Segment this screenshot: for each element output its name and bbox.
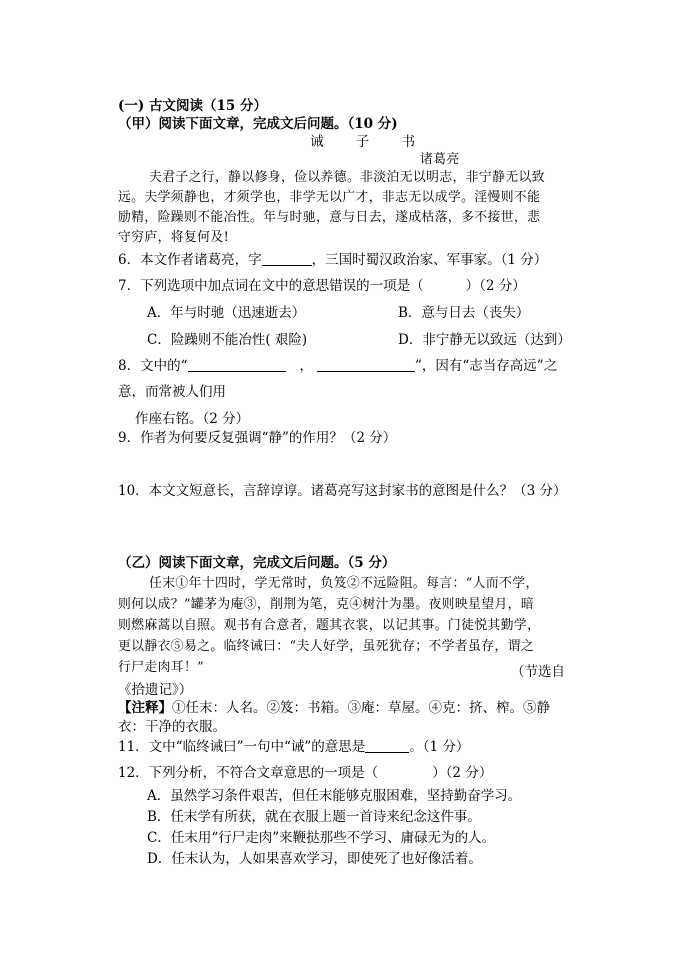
answer-blank[interactable] bbox=[365, 738, 409, 753]
question-12-option-d: D．任末认为，人如果喜欢学习，即使死了也好像活着。 bbox=[147, 851, 482, 867]
passage-b-line: 任末①年十四时，学无常时，负笈②不远险阻。每言：“人而不学， bbox=[149, 576, 539, 591]
question-7-stem: 7．下列选项中加点词在文中的意思错误的一项是（ bbox=[118, 278, 424, 294]
passage-b-line: 更以靜衣⑤易之。临终诫曰：“夫人好学，虽死犹存；不学者虽存，谓之 bbox=[118, 639, 535, 654]
passage-a-line: 夫君子之行，静以修身，俭以养德。非淡泊无以明志，非宁静无以致 bbox=[149, 170, 545, 185]
passage-a-title: 诫 子 书 bbox=[310, 134, 430, 150]
answer-blank[interactable] bbox=[317, 357, 415, 372]
question-9: 9．作者为何要反复强调“静”的作用？（2 分） bbox=[118, 430, 397, 446]
question-12-tail: ）（2 分） bbox=[432, 765, 493, 781]
passage-a-line: 远。夫学须静也，才须学也，非学无以广才，非志无以成学。淫慢则不能 bbox=[118, 190, 541, 205]
question-8-text: 8．文中的“ bbox=[118, 358, 188, 374]
question-7-option-a: A．年与时驰（迅速逝去） bbox=[147, 305, 306, 321]
question-12-option-a: A．虽然学习条件艰苦，但任末能够克服困难，坚持勤奋学习。 bbox=[147, 788, 522, 804]
passage-a-author: 诸葛亮 bbox=[420, 152, 460, 167]
passage-b-line: 则燃麻蒿以自照。观书有合意者，题其衣裳，以记其事。门徒悦其勤学， bbox=[118, 618, 541, 633]
question-6 bbox=[118, 251, 547, 269]
question-11-text: 。（1 分） bbox=[409, 739, 470, 755]
part-a-heading: （甲）阅读下面文章，完成文后问题。（10 分) bbox=[118, 116, 398, 132]
question-6-text: 6．本文作者诸葛亮，字 bbox=[118, 252, 262, 268]
question-7-option-d: D．非宁静无以致远（达到） bbox=[398, 332, 571, 348]
part-b-heading: （乙）阅读下面文章，完成文后问题。（5 分） bbox=[118, 555, 396, 571]
question-12-stem: 12．下列分析，不符合文章意思的一项是（ bbox=[118, 765, 379, 781]
question-8-text: ”，因有“志当存高远”之 bbox=[415, 358, 558, 374]
section-title: (一) 古文阅读（15 分） bbox=[118, 98, 267, 114]
passage-b-line: 则何以成？”罐茅为庵③，削荆为笔，克④树汁为墨。夜则映星望月，暗 bbox=[118, 597, 535, 612]
notes-text: ①任末：人名。②笈：书箱。③庵：草屋。④克：挤、榨。⑤静 bbox=[172, 700, 550, 716]
question-7-tail: ）（2 分） bbox=[465, 278, 526, 294]
question-12 bbox=[118, 764, 492, 782]
answer-blank[interactable] bbox=[262, 251, 312, 266]
question-10: 10．本文文短意长，言辞谆谆。诸葛亮写这封家书的意图是什么？（3 分） bbox=[118, 483, 567, 499]
answer-blank[interactable] bbox=[188, 357, 286, 372]
passage-a-line: 守穷庐，将复何及! bbox=[118, 230, 230, 245]
question-12-option-b: B．任末学有所获，就在衣服上题一首诗来纪念这件事。 bbox=[147, 809, 481, 825]
question-8-continued: 作座右铭。（2 分） bbox=[135, 411, 250, 427]
passage-b-source: 《拾遗记》） bbox=[118, 682, 193, 698]
passage-b-line: 行尸走肉耳！” bbox=[118, 660, 205, 675]
passage-b-notes bbox=[118, 699, 550, 717]
passage-b-source: （节选自 bbox=[511, 664, 565, 680]
passage-a-line: 励精，险躁则不能冶性。年与时驰，意与日去，遂成枯落，多不接世，悲 bbox=[118, 210, 541, 225]
question-11-text: 11．文中“临终诫曰”一句中“诫”的意思是 bbox=[118, 739, 366, 755]
question-11 bbox=[118, 738, 469, 756]
question-8-continued: 意，而常被人们用 bbox=[118, 384, 226, 400]
question-8-text: ， bbox=[299, 358, 313, 374]
question-7-option-b: B．意与日去（丧失） bbox=[398, 305, 530, 321]
question-7-option-c: C．险躁则不能冶性( 艰险) bbox=[147, 332, 308, 348]
notes-label: 【注释】 bbox=[118, 700, 172, 716]
question-6-text: ，三国时蜀汉政治家、军事家。（1 分） bbox=[311, 252, 548, 268]
question-7 bbox=[118, 277, 526, 295]
question-12-option-c: C．任末用“行尸走肉”来鞭挞那些不学习、庸碌无为的人。 bbox=[147, 830, 496, 846]
question-8 bbox=[118, 357, 557, 375]
passage-b-notes-continued: 衣：干净的衣服。 bbox=[118, 719, 226, 735]
